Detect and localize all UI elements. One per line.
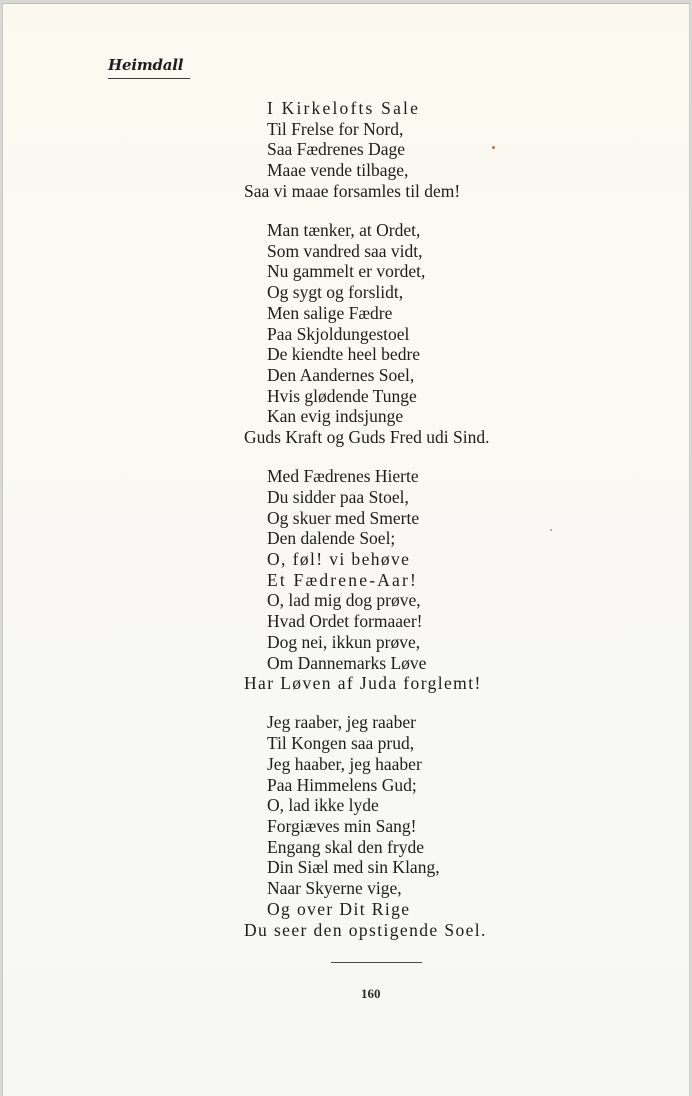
poem-line: Den dalende Soel; (267, 528, 396, 549)
book-page (2, 3, 690, 1096)
poem-line: I Kirkelofts Sale (267, 98, 421, 118)
running-head: Heimdall (108, 56, 184, 74)
stanza-1 (244, 98, 489, 202)
poem-line-closing: Saa vi maae forsamles til dem! (244, 180, 461, 201)
poem-line: Paa Skjoldungestoel (267, 323, 410, 344)
stanza-2 (244, 220, 489, 448)
poem-line: Hvis glødende Tunge (267, 385, 417, 406)
poem-line: Naar Skyerne vige, (267, 878, 402, 899)
poem-line: Som vandred saa vidt, (267, 240, 423, 261)
poem-line: Man tænker, at Ordet, (267, 220, 421, 241)
page-number: 160 (361, 986, 381, 1001)
poem-line-closing: Har Løven af Juda forglemt! (244, 673, 482, 694)
poem-line: Du sidder paa Stoel, (267, 486, 409, 507)
poem (244, 98, 489, 959)
poem-line: Engang skal den fryde (267, 836, 424, 857)
poem-line-closing: Guds Kraft og Guds Fred udi Sind. (244, 427, 490, 448)
paper-speck (550, 529, 552, 531)
stanza-4 (244, 712, 489, 940)
poem-line: De kiendte heel bedre (267, 344, 421, 365)
poem-line: Og skuer med Smerte (267, 507, 420, 528)
poem-line: Om Dannemarks Løve (267, 652, 427, 673)
poem-line: Et Fædrene-Aar! (267, 569, 419, 590)
poem-line: Til Kongen saa prud, (267, 733, 415, 754)
footer-rule (331, 962, 422, 963)
poem-line: Med Fædrenes Hierte (267, 466, 419, 487)
poem-line-closing: Du seer den opstigende Soel. (244, 919, 487, 940)
poem-line: Jeg haaber, jeg haaber (267, 753, 422, 774)
paper-speck (492, 146, 495, 149)
poem-line: O, lad mig dog prøve, (267, 590, 421, 611)
poem-line: Men salige Fædre (267, 302, 393, 323)
poem-line: O, føl! vi behøve (267, 549, 411, 570)
running-head-underline (108, 78, 190, 79)
poem-line: Den Aandernes Soel, (267, 364, 415, 385)
poem-line: Og sygt og forslidt, (267, 282, 404, 303)
poem-line: Hvad Ordet formaaer! (267, 611, 423, 632)
stanza-3 (244, 466, 489, 694)
poem-line: Og over Dit Rige (267, 898, 411, 919)
poem-line: O, lad ikke lyde (267, 795, 379, 816)
poem-line: Jeg raaber, jeg raaber (267, 712, 416, 733)
poem-line: Til Frelse for Nord, (267, 118, 404, 139)
poem-line: Maae vende tilbage, (267, 160, 409, 181)
poem-line: Paa Himmelens Gud; (267, 774, 417, 795)
poem-line: Din Siæl med sin Klang, (267, 857, 440, 878)
poem-line: Saa Fædrenes Dage (267, 139, 406, 160)
poem-line: Dog nei, ikkun prøve, (267, 631, 421, 652)
poem-line: Kan evig indsjunge (267, 406, 404, 427)
poem-line: Nu gammelt er vordet, (267, 261, 426, 282)
poem-line: Forgiæves min Sang! (267, 816, 417, 836)
